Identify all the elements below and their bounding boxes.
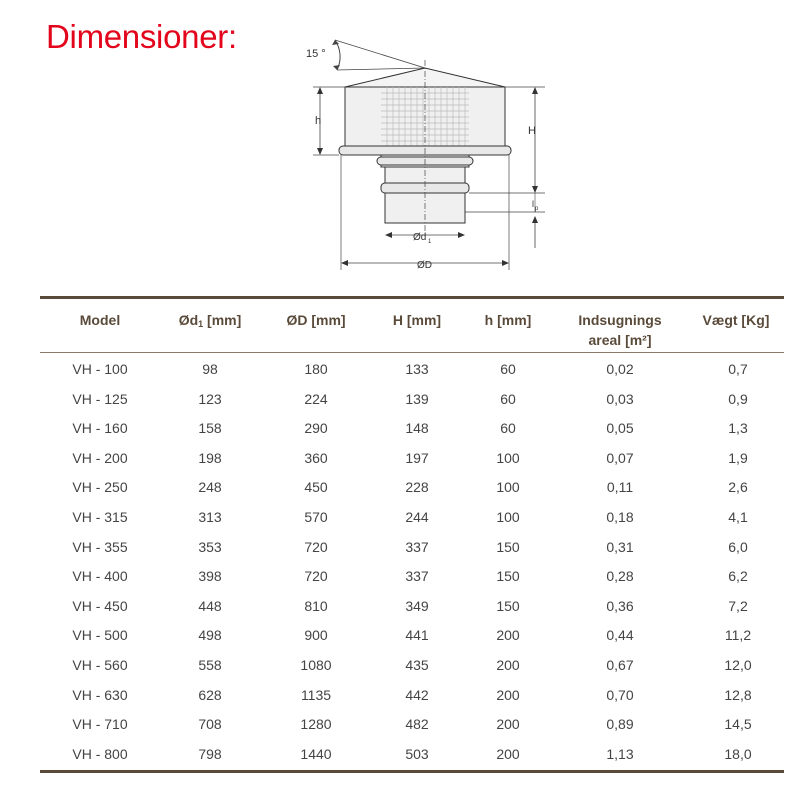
cell-H: 503 bbox=[405, 745, 429, 762]
cell-D: 180 bbox=[304, 361, 328, 377]
cell-model: VH - 100 bbox=[72, 361, 128, 377]
cell-h: 60 bbox=[500, 420, 516, 437]
cell-model: VH - 710 bbox=[72, 716, 128, 733]
cell-h: 200 bbox=[496, 657, 520, 673]
cell-d1: 123 bbox=[198, 390, 222, 407]
cell-D: 1440 bbox=[300, 745, 332, 762]
table-row bbox=[40, 710, 784, 739]
header-d1-sub: 1 bbox=[198, 319, 204, 329]
cell-d1: 313 bbox=[198, 509, 222, 525]
table-row bbox=[40, 592, 784, 621]
cell-model: VH - 160 bbox=[72, 420, 128, 437]
cell-model: VH - 125 bbox=[72, 390, 128, 407]
table-row bbox=[40, 740, 784, 769]
table-row bbox=[40, 503, 784, 532]
product-dimension-diagram bbox=[295, 30, 555, 275]
cell-D: 1280 bbox=[300, 716, 332, 733]
cell-D: 720 bbox=[304, 568, 328, 585]
cell-H: 482 bbox=[405, 716, 429, 733]
cell-model: VH - 315 bbox=[72, 509, 128, 525]
d1-sub-label: 1 bbox=[428, 239, 432, 245]
cell-d1: 398 bbox=[198, 568, 222, 585]
cell-d1: 353 bbox=[198, 538, 222, 555]
cell-vaegt: 7,2 bbox=[728, 597, 748, 614]
cell-h: 150 bbox=[496, 568, 520, 585]
cell-D: 570 bbox=[304, 509, 328, 525]
cell-areal: 0,03 bbox=[606, 390, 634, 407]
angle-label: 15 ° bbox=[306, 48, 326, 60]
cell-H: 435 bbox=[405, 657, 429, 673]
table-bottom-rule bbox=[40, 770, 784, 773]
header-model: Model bbox=[79, 312, 121, 328]
cell-H: 337 bbox=[405, 538, 429, 555]
cell-model: VH - 400 bbox=[72, 568, 128, 585]
cell-areal: 0,02 bbox=[606, 361, 634, 377]
table-row bbox=[40, 533, 784, 562]
cell-D: 360 bbox=[304, 449, 328, 466]
cell-h: 60 bbox=[500, 361, 516, 377]
cell-D: 1080 bbox=[300, 657, 332, 673]
cell-model: VH - 500 bbox=[72, 627, 128, 644]
cell-D: 810 bbox=[304, 597, 328, 614]
cell-d1: 198 bbox=[198, 449, 222, 466]
page-title: Dimensioner: bbox=[46, 18, 237, 55]
cell-H: 133 bbox=[405, 361, 429, 377]
header-areal bbox=[560, 310, 680, 350]
header-d1 bbox=[160, 310, 260, 334]
cell-h: 150 bbox=[496, 538, 520, 555]
cell-h: 200 bbox=[496, 716, 520, 733]
cell-vaegt: 12,8 bbox=[724, 686, 752, 703]
cell-d1: 708 bbox=[198, 716, 222, 733]
cell-areal: 0,67 bbox=[606, 657, 634, 673]
table-header-rule bbox=[40, 352, 784, 353]
cell-vaegt: 6,0 bbox=[728, 538, 748, 555]
cell-vaegt: 2,6 bbox=[728, 479, 748, 496]
cell-areal: 0,70 bbox=[606, 686, 634, 703]
d1-label: Ød bbox=[413, 232, 427, 243]
table-row bbox=[40, 414, 784, 443]
cell-model: VH - 355 bbox=[72, 538, 128, 555]
cell-areal: 0,89 bbox=[606, 716, 634, 733]
cell-d1: 248 bbox=[198, 479, 222, 496]
cell-h: 100 bbox=[496, 449, 520, 466]
cell-vaegt: 0,7 bbox=[728, 361, 748, 377]
cell-h: 200 bbox=[496, 627, 520, 644]
lp-sub-label: p bbox=[535, 206, 539, 212]
cell-D: 900 bbox=[304, 627, 328, 644]
cell-model: VH - 250 bbox=[72, 479, 128, 496]
cell-h: 150 bbox=[496, 597, 520, 614]
cell-vaegt: 1,9 bbox=[728, 449, 748, 466]
cell-model: VH - 630 bbox=[72, 686, 128, 703]
cell-d1: 448 bbox=[198, 597, 222, 614]
cell-model: VH - 450 bbox=[72, 597, 128, 614]
cell-d1: 498 bbox=[198, 627, 222, 644]
h-label: h bbox=[315, 115, 322, 127]
cell-D: 224 bbox=[304, 390, 328, 407]
cell-areal: 0,11 bbox=[606, 479, 634, 496]
D-label: ØD bbox=[417, 260, 432, 271]
cell-h: 100 bbox=[496, 509, 520, 525]
cell-d1: 558 bbox=[198, 657, 222, 673]
cell-areal: 0,05 bbox=[606, 420, 634, 437]
cell-H: 337 bbox=[405, 568, 429, 585]
cell-d1: 158 bbox=[198, 420, 222, 437]
cell-vaegt: 12,0 bbox=[724, 657, 752, 673]
header-areal-line2: areal [m²] bbox=[588, 332, 652, 348]
H-label: H bbox=[528, 125, 536, 137]
cell-D: 290 bbox=[304, 420, 328, 437]
cell-areal: 0,18 bbox=[606, 509, 634, 525]
table-row bbox=[40, 473, 784, 502]
table-row bbox=[40, 385, 784, 414]
cell-vaegt: 11,2 bbox=[724, 627, 752, 644]
cell-h: 60 bbox=[500, 390, 516, 407]
cell-vaegt: 0,9 bbox=[728, 390, 748, 407]
cell-H: 197 bbox=[405, 449, 429, 466]
header-h: h [mm] bbox=[484, 312, 532, 328]
header-D: ØD [mm] bbox=[286, 312, 346, 328]
header-d1-unit: [mm] bbox=[203, 312, 242, 328]
table-row bbox=[40, 444, 784, 473]
cell-d1: 628 bbox=[198, 686, 222, 703]
cell-d1: 98 bbox=[202, 361, 218, 377]
table-row bbox=[40, 621, 784, 650]
table-row bbox=[40, 651, 784, 680]
table-row bbox=[40, 355, 784, 384]
lp-label: l bbox=[532, 199, 534, 209]
header-H: H [mm] bbox=[392, 312, 442, 328]
cell-vaegt: 6,2 bbox=[728, 568, 748, 585]
cell-h: 200 bbox=[496, 745, 520, 762]
cell-h: 200 bbox=[496, 686, 520, 703]
cell-areal: 1,13 bbox=[606, 745, 634, 762]
cell-d1: 798 bbox=[198, 745, 222, 762]
header-areal-line1: Indsugnings bbox=[578, 312, 662, 328]
cell-H: 139 bbox=[405, 390, 429, 407]
cell-vaegt: 18,0 bbox=[724, 745, 752, 762]
cell-D: 720 bbox=[304, 538, 328, 555]
cell-H: 228 bbox=[405, 479, 429, 496]
cell-areal: 0,44 bbox=[606, 627, 634, 644]
cell-H: 442 bbox=[405, 686, 429, 703]
cell-areal: 0,36 bbox=[606, 597, 634, 614]
cell-areal: 0,28 bbox=[606, 568, 634, 585]
cell-areal: 0,07 bbox=[606, 449, 634, 466]
cell-D: 1135 bbox=[300, 686, 332, 703]
cell-areal: 0,31 bbox=[606, 538, 634, 555]
table-top-rule bbox=[40, 296, 784, 299]
cell-vaegt: 14,5 bbox=[724, 716, 752, 733]
cell-vaegt: 1,3 bbox=[728, 420, 748, 437]
cell-model: VH - 200 bbox=[72, 449, 128, 466]
cell-model: VH - 560 bbox=[72, 657, 128, 673]
header-vaegt: Vægt [Kg] bbox=[702, 312, 770, 328]
table-row bbox=[40, 562, 784, 591]
cell-D: 450 bbox=[304, 479, 328, 496]
cell-H: 148 bbox=[405, 420, 429, 437]
header-d1-text: Ød bbox=[178, 312, 199, 328]
cell-vaegt: 4,1 bbox=[728, 509, 748, 525]
cell-h: 100 bbox=[496, 479, 520, 496]
cell-H: 441 bbox=[405, 627, 429, 644]
cell-H: 349 bbox=[405, 597, 429, 614]
table-row bbox=[40, 681, 784, 710]
cell-H: 244 bbox=[405, 509, 429, 525]
cell-model: VH - 800 bbox=[72, 745, 128, 762]
